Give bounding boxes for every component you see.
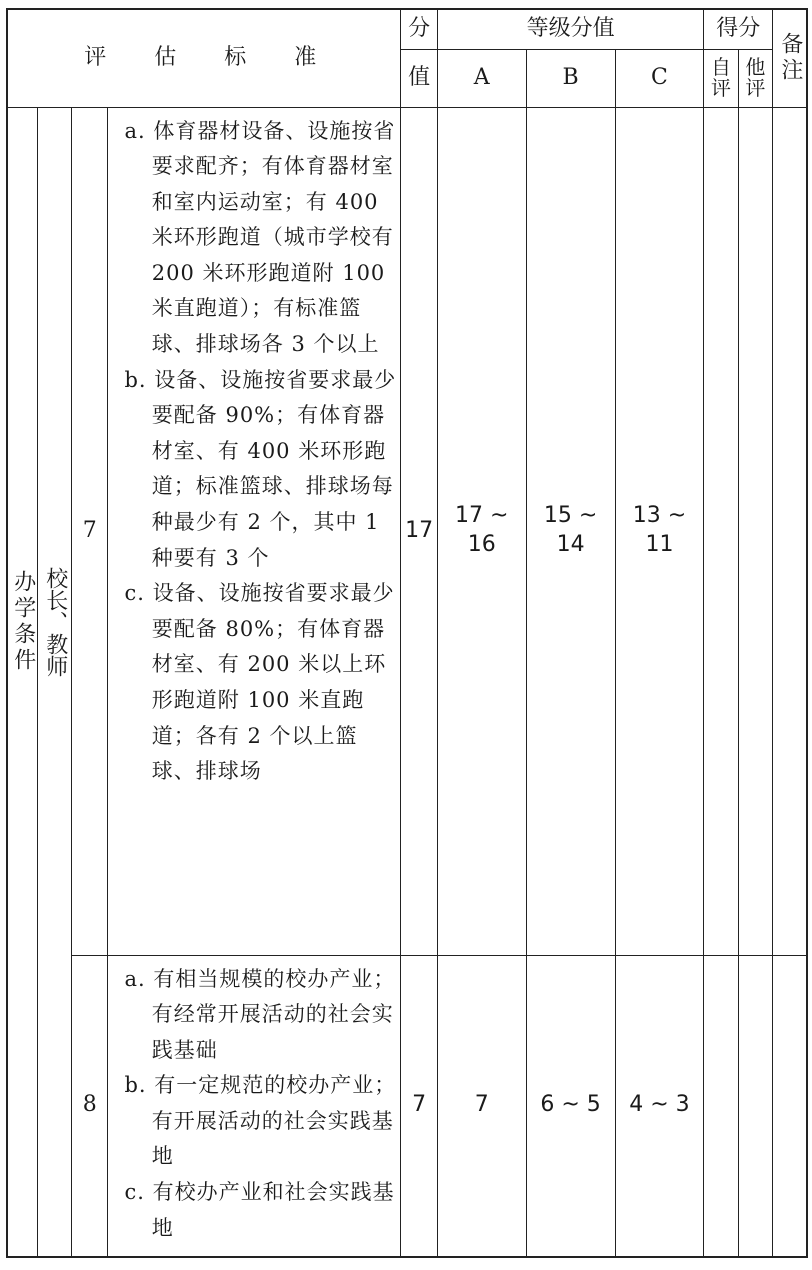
grade-b-value: 15 ~ 14 <box>526 107 615 955</box>
header-remarks <box>773 9 807 107</box>
remarks-cell <box>773 107 807 955</box>
category-label: 办学条件 <box>10 569 36 674</box>
grade-c-value: 4 ~ 3 <box>615 955 704 1257</box>
evaluation-table <box>6 8 808 1258</box>
grade-a-value: 7 <box>437 955 526 1257</box>
grade-c-value: 13 ~ 11 <box>615 107 704 955</box>
criteria-item: a. 体育器材设备、设施按省要求配齐；有体育器材室和室内运动室；有 400 米环形跑道（城市学校有 200 米环形跑道附 100 米直跑道）；有标准篮球、排球场各 3 个以上 <box>124 118 396 357</box>
criteria-item: c. 设备、设施按省要求最少要配备 80%；有体育器材室、有 200 米以上环形跑道附 100 米直跑道；各有 2 个以上篮球、排球场 <box>124 581 395 784</box>
header-criteria <box>7 9 401 107</box>
self-eval-cell <box>704 955 738 1257</box>
header-score-top: 分 <box>401 9 437 49</box>
criteria-cell <box>108 107 401 955</box>
row-number: 8 <box>72 955 108 1257</box>
header-self-eval-label: 自评 <box>711 55 732 100</box>
header-self-eval <box>704 49 738 107</box>
self-eval-cell <box>704 107 738 955</box>
score-value: 17 <box>401 107 437 955</box>
score-value: 7 <box>401 955 437 1257</box>
header-grade-c: C <box>615 49 704 107</box>
row-number: 7 <box>72 107 108 955</box>
header-remarks-label: 备注 <box>777 32 803 85</box>
criteria-item: b. 设备、设施按省要求最少要配备 90%；有体育器材室、有 400 米环形跑道；标准篮球、排球场每种最少有 2 个，其中 1 种要有 3 个 <box>124 367 397 570</box>
header-grade-a: A <box>437 49 526 107</box>
subcategory-label: 校长、教师 <box>42 566 68 677</box>
header-other-eval-label: 他评 <box>745 55 766 100</box>
header-score-bottom: 值 <box>401 49 437 107</box>
subcategory-cell <box>37 107 71 1257</box>
criteria-item: b. 有一定规范的校办产业；有开展活动的社会实践基地 <box>124 1073 397 1169</box>
header-other-eval <box>738 49 772 107</box>
remarks-cell <box>773 955 807 1257</box>
grade-b-value: 6 ~ 5 <box>526 955 615 1257</box>
header-grade-group: 等级分值 <box>437 9 704 49</box>
category-cell <box>7 107 37 1257</box>
grade-a-value: 17 ~ 16 <box>437 107 526 955</box>
header-criteria-label: 评估标准 <box>84 44 365 70</box>
criteria-cell <box>108 955 401 1257</box>
header-grade-b: B <box>526 49 615 107</box>
criteria-item: c. 有校办产业和社会实践基地 <box>124 1180 395 1240</box>
header-got-score: 得分 <box>704 9 773 49</box>
other-eval-cell <box>738 955 772 1257</box>
other-eval-cell <box>738 107 772 955</box>
criteria-item: a. 有相当规模的校办产业；有经常开展活动的社会实践基础 <box>124 966 396 1062</box>
